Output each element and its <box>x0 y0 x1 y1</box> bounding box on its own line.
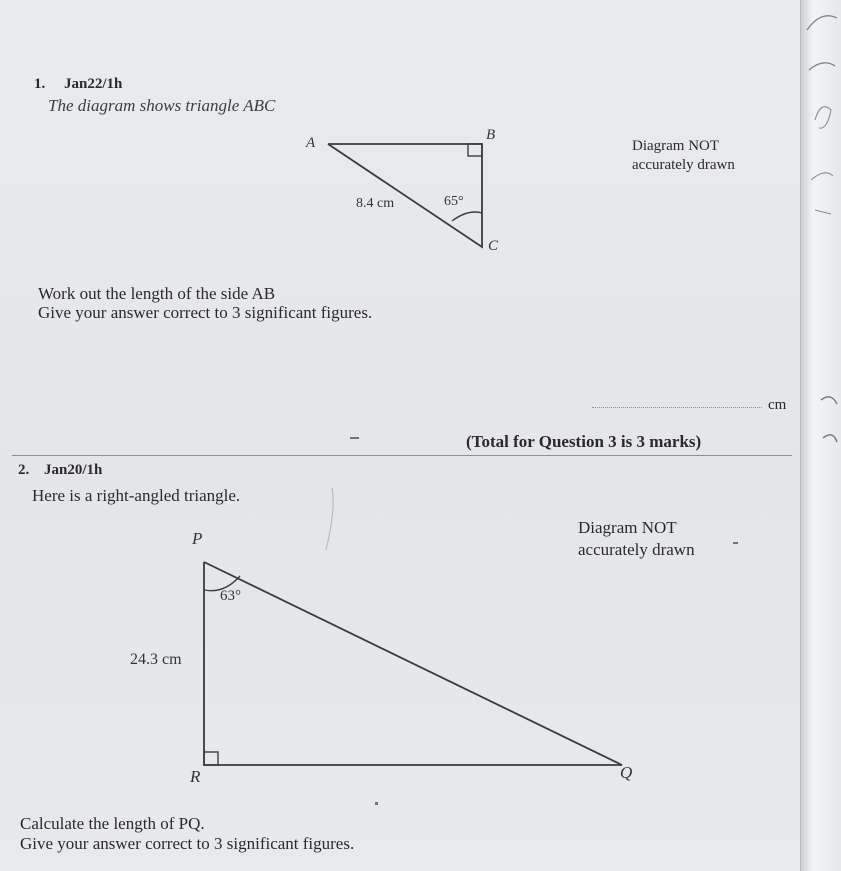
angle-label-p: 63° <box>220 588 241 604</box>
diagram-note-2-line1: Diagram NOT <box>578 518 677 537</box>
vertex-label-b: B <box>486 127 496 143</box>
question-2-reference: Jan20/1h <box>44 462 103 478</box>
question-1-number: 1. <box>34 76 46 92</box>
vertex-label-r: R <box>190 767 201 786</box>
angle-label-c: 65° <box>444 194 464 209</box>
question-1-precision-note: Give your answer correct to 3 significant figures. <box>38 303 373 322</box>
pencil-mark <box>375 802 378 805</box>
question-1-intro: The diagram shows triangle ABC <box>48 96 276 115</box>
pencil-mark <box>350 437 359 439</box>
vertex-label-a: A <box>306 135 316 151</box>
question-2-intro: Here is a right-angled triangle. <box>32 486 241 505</box>
vertex-label-q: Q <box>620 763 633 782</box>
triangle-pqr-edges <box>204 562 622 765</box>
question-1-answer-line <box>592 407 762 408</box>
question-1-instruction: Work out the length of the side AB <box>38 284 276 303</box>
vertex-label-p: P <box>192 529 203 548</box>
adjacent-page-edge <box>800 0 841 871</box>
angle-arc-c <box>452 212 482 221</box>
question-1-answer-unit: cm <box>768 397 787 413</box>
diagram-note-1-line1: Diagram NOT <box>632 138 720 154</box>
side-length-label: 8.4 cm <box>356 196 395 211</box>
question-2-number: 2. <box>18 462 30 478</box>
section-divider <box>12 455 792 456</box>
right-angle-marker-b <box>468 144 482 156</box>
question-2-instruction: Calculate the length of PQ. <box>20 814 205 833</box>
question-2-precision-note: Give your answer correct to 3 significant figures. <box>20 834 355 853</box>
adjacent-page-scribbles <box>801 0 841 871</box>
diagram-note-1-line2: accurately drawn <box>632 157 735 173</box>
triangle-abc-diagram <box>300 125 520 255</box>
question-1-reference: Jan22/1h <box>64 76 123 92</box>
pencil-mark <box>733 542 738 544</box>
side-length-label: 24.3 cm <box>130 651 182 668</box>
question-1-total-marks: (Total for Question 3 is 3 marks) <box>466 432 702 451</box>
diagram-note-2-line2: accurately drawn <box>578 540 695 559</box>
right-angle-marker-r <box>204 752 218 765</box>
triangle-pqr-diagram <box>120 520 650 795</box>
vertex-label-c: C <box>488 238 499 254</box>
